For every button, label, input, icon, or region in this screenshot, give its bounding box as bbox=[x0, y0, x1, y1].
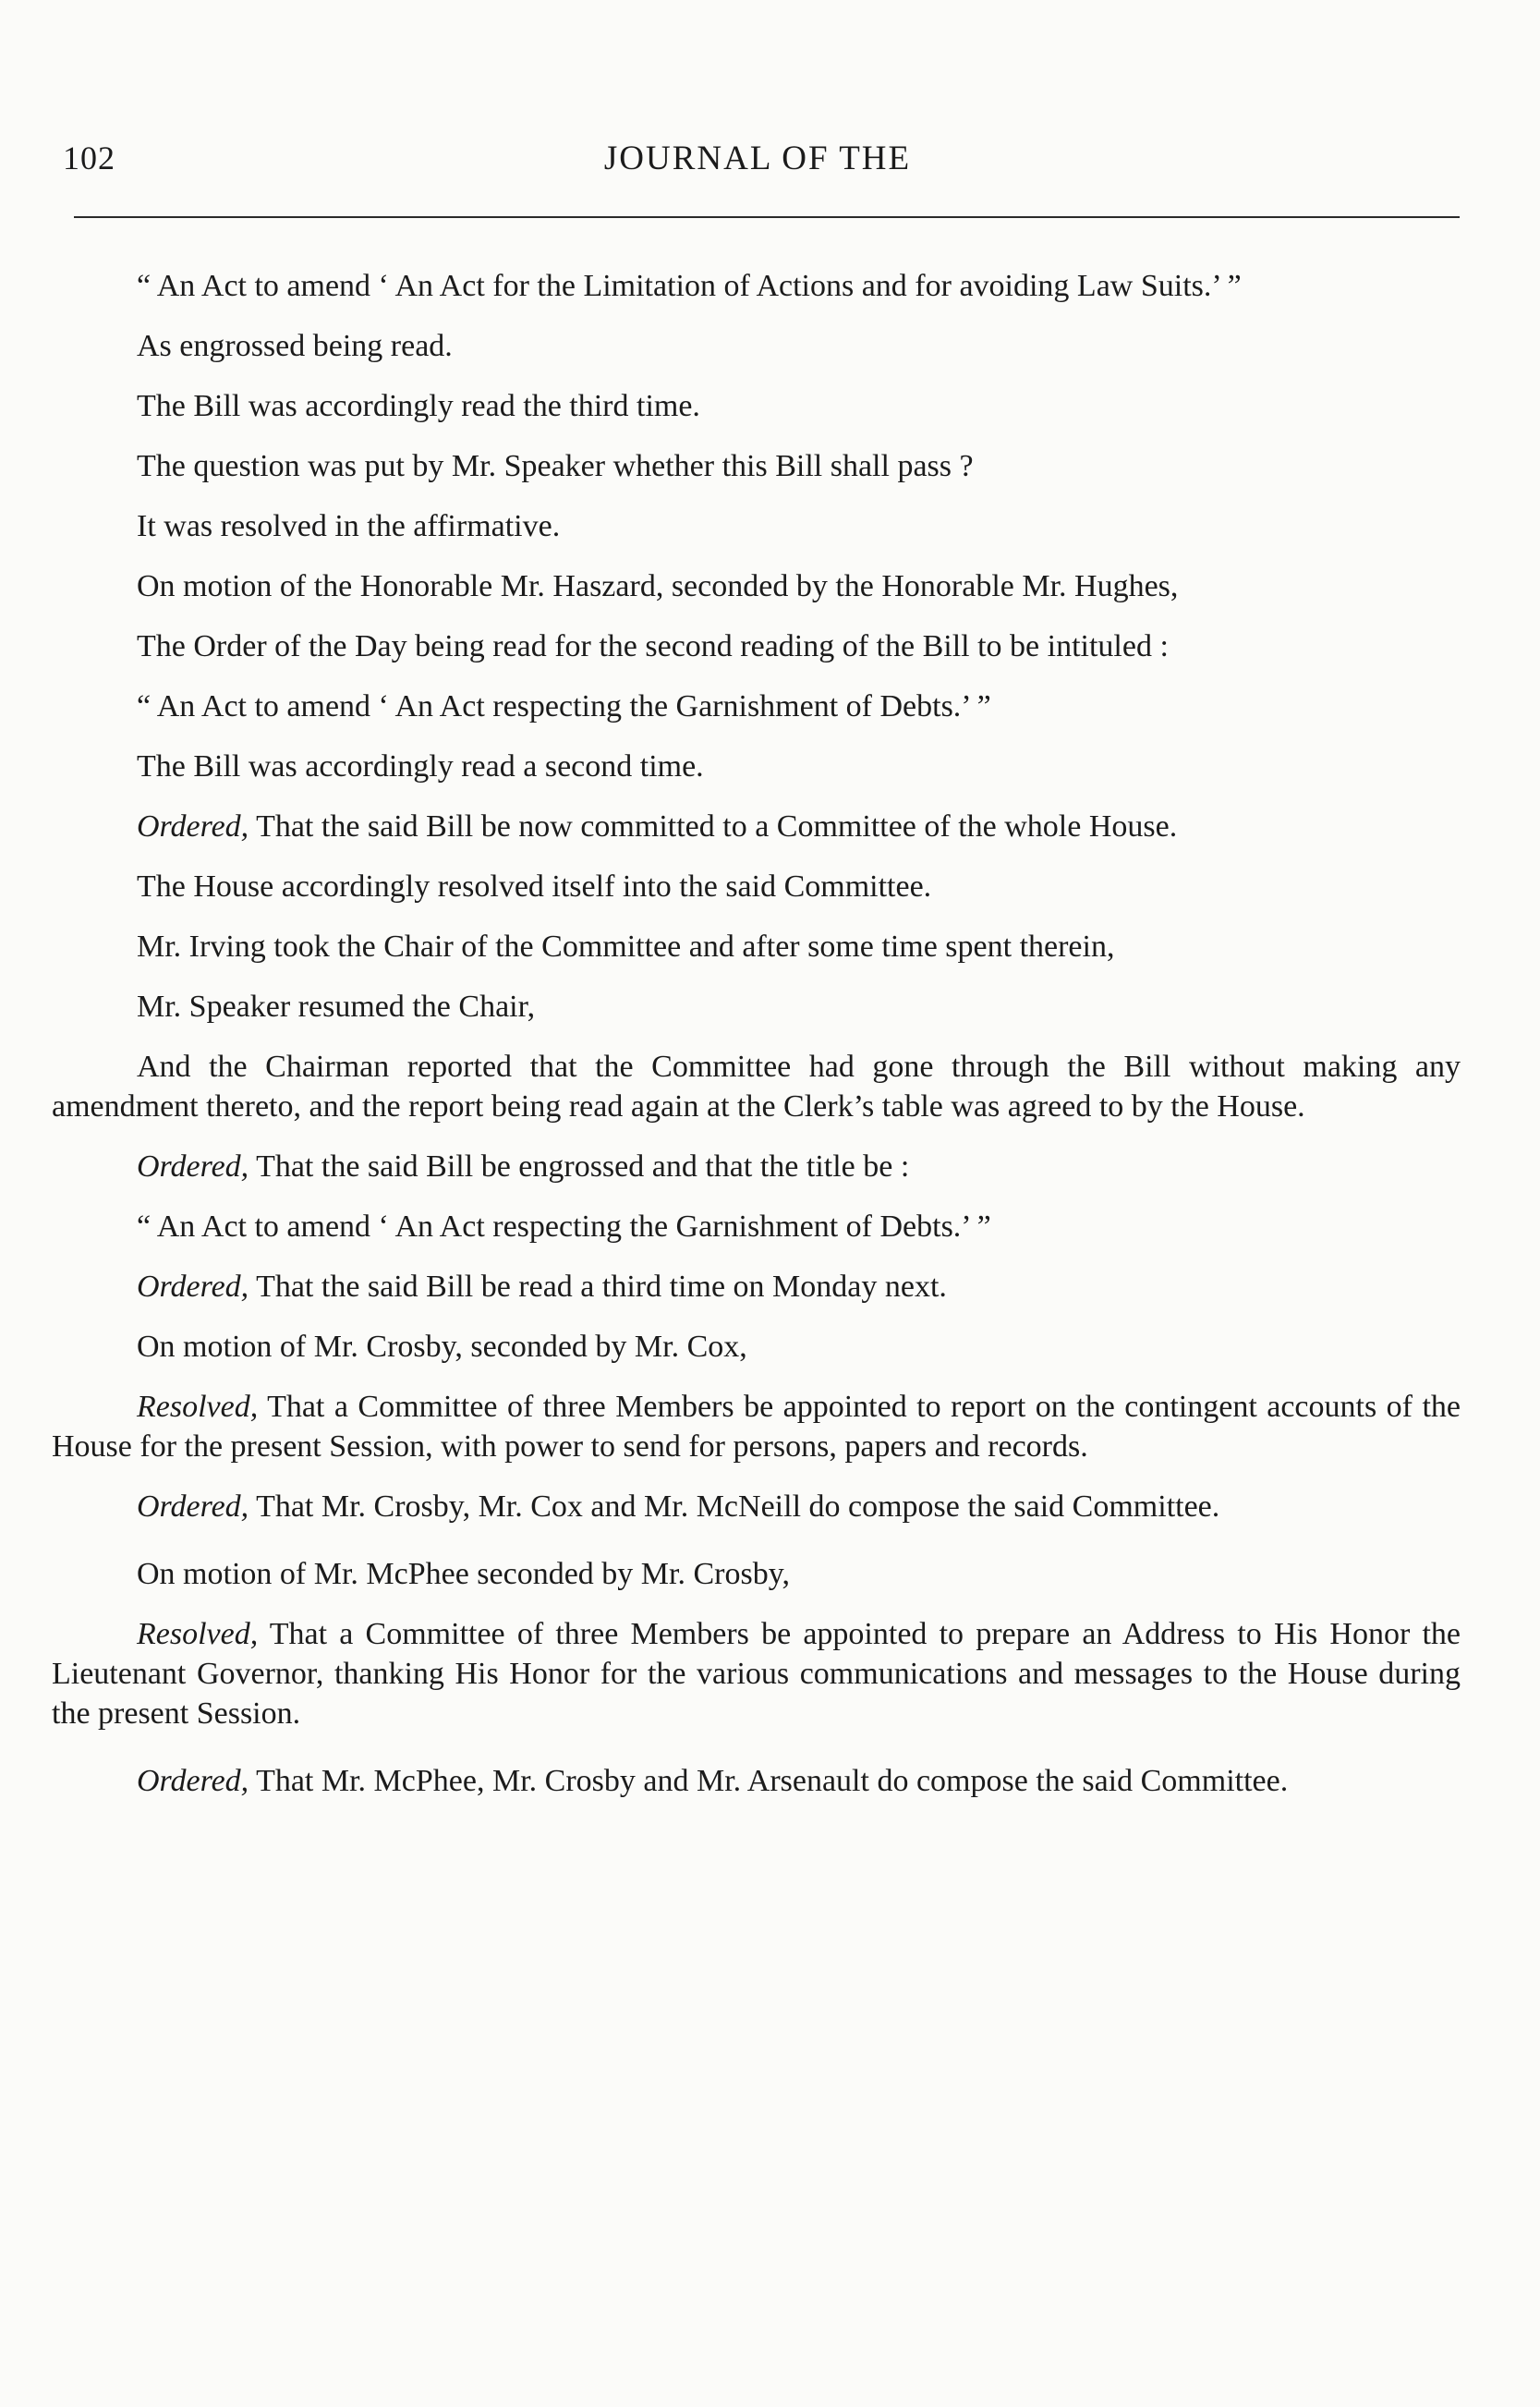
paragraph-text: “ An Act to amend ‘ An Act for the Limitation of Actions and for avoiding Law Suits.’ ” bbox=[137, 269, 1242, 303]
paragraph-text: That the said Bill be read a third time on Monday next. bbox=[249, 1270, 947, 1304]
paragraph-text: And the Chairman reported that the Committee had gone through the Bill without making any amendment thereto, and the report being read again at the Clerk’s table was agreed to by the House. bbox=[52, 1050, 1461, 1124]
paragraph-ordered-committed bbox=[52, 807, 1461, 846]
paragraph-text: That Mr. Crosby, Mr. Cox and Mr. McNeill do compose the said Committee. bbox=[249, 1489, 1220, 1524]
paragraph-resolved-address bbox=[52, 1614, 1461, 1733]
paragraph-second-reading bbox=[52, 747, 1461, 786]
paragraph-text: That Mr. McPhee, Mr. Crosby and Mr. Arsenault do compose the said Committee. bbox=[249, 1764, 1289, 1798]
paragraph-text: As engrossed being read. bbox=[137, 329, 453, 363]
page-number: 102 bbox=[63, 140, 115, 176]
paragraph-speaker-resumed bbox=[52, 987, 1461, 1027]
journal-body bbox=[52, 266, 1461, 1821]
paragraph-lead: Ordered, bbox=[137, 1764, 249, 1798]
paragraph-text: The Bill was accordingly read a second time. bbox=[137, 749, 704, 784]
paragraph-text: Mr. Speaker resumed the Chair, bbox=[137, 990, 536, 1024]
paragraph-bill-title-garnishment bbox=[52, 687, 1461, 726]
paragraph-text: The Order of the Day being read for the second reading of the Bill to be intituled : bbox=[137, 629, 1169, 663]
paragraph-motion-mcphee bbox=[52, 1554, 1461, 1594]
paragraph-chairman-reported bbox=[52, 1047, 1461, 1126]
paragraph-resolved-contingent bbox=[52, 1387, 1461, 1466]
paragraph-question bbox=[52, 446, 1461, 486]
paragraph-ordered-compose-2 bbox=[52, 1761, 1461, 1801]
paragraph-text: The question was put by Mr. Speaker whether this Bill shall pass ? bbox=[137, 449, 974, 483]
paragraph-house-resolved bbox=[52, 867, 1461, 906]
paragraph-text: On motion of the Honorable Mr. Haszard, seconded by the Honorable Mr. Hughes, bbox=[137, 569, 1179, 603]
paragraph-text: On motion of Mr. McPhee seconded by Mr. Crosby, bbox=[137, 1557, 791, 1591]
running-head: JOURNAL OF THE bbox=[603, 140, 912, 177]
paragraph-text: It was resolved in the affirmative. bbox=[137, 509, 561, 543]
paragraph-lead: Resolved, bbox=[137, 1390, 259, 1424]
paragraph-text: That the said Bill be engrossed and that the title be : bbox=[249, 1149, 910, 1184]
paragraph-third-reading bbox=[52, 386, 1461, 426]
paragraph-lead: Ordered, bbox=[137, 1489, 249, 1524]
paragraph-text: The Bill was accordingly read the third time. bbox=[137, 389, 700, 423]
paragraph-text: Mr. Irving took the Chair of the Committee and after some time spent therein, bbox=[137, 930, 1115, 964]
paragraph-text: “ An Act to amend ‘ An Act respecting the Garnishment of Debts.’ ” bbox=[137, 689, 991, 723]
paragraph-bill-title-limitation bbox=[52, 266, 1461, 306]
paragraph-text: On motion of Mr. Crosby, seconded by Mr. Cox, bbox=[137, 1330, 747, 1364]
paragraph-text: That the said Bill be now committed to a Committee of the whole House. bbox=[249, 809, 1178, 844]
paragraph-text: The House accordingly resolved itself into the said Committee. bbox=[137, 869, 932, 904]
paragraph-order-of-day bbox=[52, 626, 1461, 666]
paragraph-ordered-compose-1 bbox=[52, 1487, 1461, 1526]
paragraph-ordered-engrossed bbox=[52, 1147, 1461, 1186]
paragraph-text: That a Committee of three Members be appointed to report on the contingent accounts of the House for the present Session, with power to send for persons, papers and records. bbox=[52, 1390, 1461, 1464]
paragraph-ordered-third-reading bbox=[52, 1267, 1461, 1307]
paragraph-lead: Resolved, bbox=[137, 1617, 259, 1651]
page-header bbox=[55, 139, 1460, 187]
paragraph-text: That a Committee of three Members be appointed to prepare an Address to His Honor the Lieutenant Governor, thanking His Honor for the various communications and messages to the House during the present Session. bbox=[52, 1617, 1461, 1731]
paragraph-bill-title-garnishment-2 bbox=[52, 1207, 1461, 1246]
paragraph-irving-chair bbox=[52, 927, 1461, 966]
paragraph-lead: Ordered, bbox=[137, 1149, 249, 1184]
paragraph-text: “ An Act to amend ‘ An Act respecting the Garnishment of Debts.’ ” bbox=[137, 1210, 991, 1244]
paragraph-lead: Ordered, bbox=[137, 809, 249, 844]
paragraph-engrossed bbox=[52, 326, 1461, 366]
paragraph-affirmative bbox=[52, 506, 1461, 546]
header-rule bbox=[74, 216, 1460, 218]
paragraph-motion-crosby bbox=[52, 1327, 1461, 1367]
paragraph-lead: Ordered, bbox=[137, 1270, 249, 1304]
paragraph-motion-haszard bbox=[52, 566, 1461, 606]
